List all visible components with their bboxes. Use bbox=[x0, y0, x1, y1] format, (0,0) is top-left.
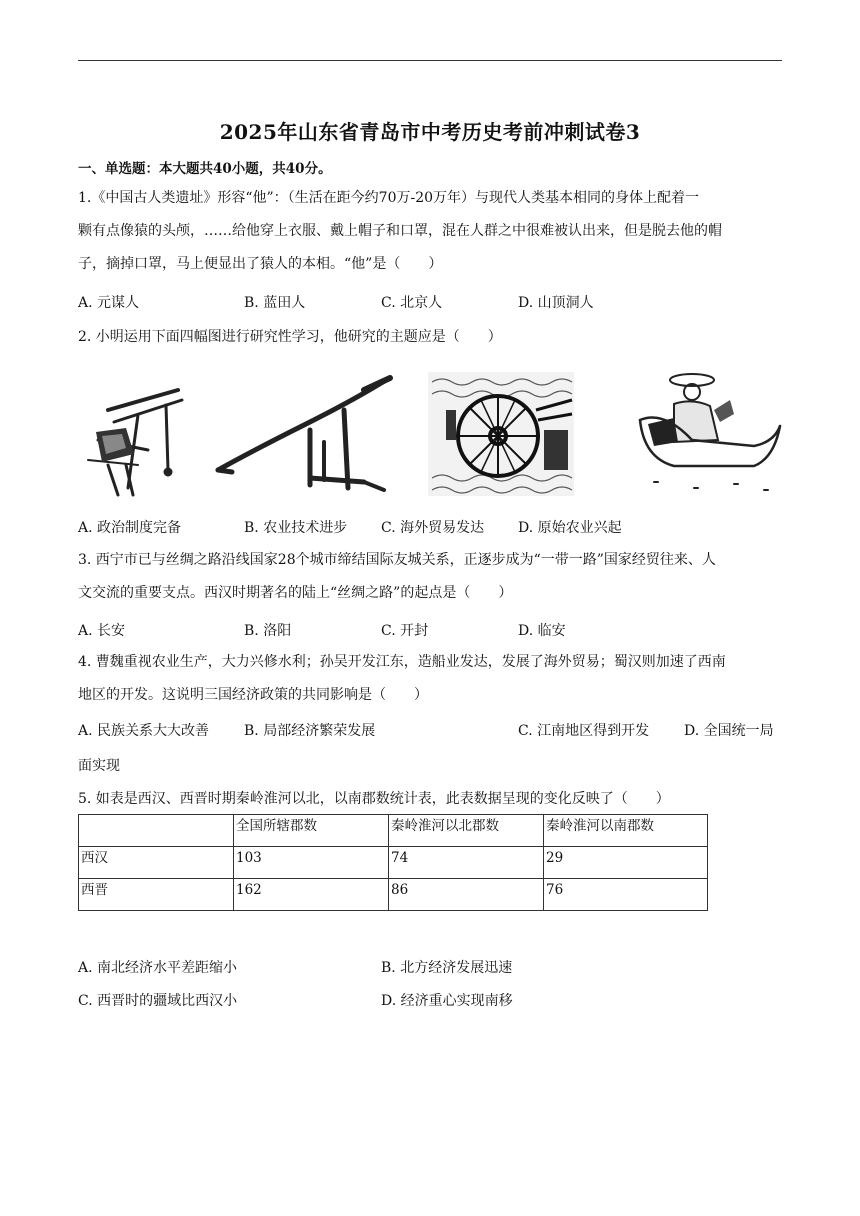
question-1-line-2: 颗有点像猿的头颅，……给他穿上衣服、戴上帽子和口罩，混在人群之中很难被认出来，但是脱去他的帽 bbox=[78, 223, 722, 239]
q3-option-a[interactable]: A. 长安 bbox=[78, 623, 126, 639]
table-header-cell bbox=[79, 815, 234, 847]
q5-option-b[interactable]: B. 北方经济发展迅速 bbox=[381, 960, 513, 976]
table-cell: 76 bbox=[544, 879, 708, 911]
question-1-line-1: 1.《中国古人类遗址》形容“他”：（生活在距今约70万-20万年）与现代人类基本相同的身体上配着一 bbox=[78, 190, 700, 206]
q3-option-d[interactable]: D. 临安 bbox=[518, 623, 566, 639]
header-rule bbox=[78, 60, 782, 61]
q2-option-d[interactable]: D. 原始农业兴起 bbox=[518, 520, 622, 536]
table-cell: 162 bbox=[234, 879, 389, 911]
table-row bbox=[79, 879, 708, 911]
table-row bbox=[79, 847, 708, 879]
q4-option-d[interactable]: D. 全国统一局 bbox=[684, 723, 774, 739]
q4-option-c[interactable]: C. 江南地区得到开发 bbox=[518, 723, 650, 739]
question-3-line-2: 文交流的重要支点。西汉时期著名的陆上“丝绸之路”的起点是（ ） bbox=[78, 585, 513, 601]
question-3 bbox=[78, 544, 782, 610]
seed-drill-illustration bbox=[78, 370, 188, 500]
table-header-cell: 秦岭淮河以北郡数 bbox=[389, 815, 544, 847]
table-cell: 103 bbox=[234, 847, 389, 879]
question-4-line-2: 地区的开发。这说明三国经济政策的共同影响是（ ） bbox=[78, 687, 428, 703]
q1-option-d[interactable]: D. 山顶洞人 bbox=[518, 295, 594, 311]
table-cell: 西晋 bbox=[79, 879, 234, 911]
q4-option-b[interactable]: B. 局部经济繁荣发展 bbox=[244, 723, 376, 739]
question-2-figures bbox=[78, 370, 782, 500]
q1-option-c[interactable]: C. 北京人 bbox=[381, 295, 443, 311]
q5-option-d[interactable]: D. 经济重心实现南移 bbox=[381, 993, 513, 1009]
table-cell: 29 bbox=[544, 847, 708, 879]
q2-option-b[interactable]: B. 农业技术进步 bbox=[244, 520, 348, 536]
farmer-figure-illustration bbox=[634, 370, 784, 500]
q4-option-a[interactable]: A. 民族关系大大改善 bbox=[78, 723, 210, 739]
table-header-cell: 秦岭淮河以南郡数 bbox=[544, 815, 708, 847]
q4-option-d-wrap: 面实现 bbox=[78, 758, 120, 774]
page-title: 2025年山东省青岛市中考历史考前冲刺试卷3 bbox=[219, 120, 641, 144]
q1-option-a[interactable]: A. 元谋人 bbox=[78, 295, 140, 311]
table-header-cell: 全国所辖郡数 bbox=[234, 815, 389, 847]
q2-option-a[interactable]: A. 政治制度完备 bbox=[78, 520, 182, 536]
q5-option-c[interactable]: C. 西晋时的疆域比西汉小 bbox=[78, 993, 238, 1009]
question-1-line-3: 子，摘掉口罩，马上便显出了猿人的本相。“他”是（ ） bbox=[78, 256, 443, 272]
question-4 bbox=[78, 646, 782, 712]
table-cell: 西汉 bbox=[79, 847, 234, 879]
curved-plough-illustration bbox=[214, 370, 394, 500]
question-5: 5. 如表是西汉、西晋时期秦岭淮河以北，以南郡数统计表，此表数据呈现的变化反映了（ ） bbox=[78, 791, 670, 807]
q3-option-c[interactable]: C. 开封 bbox=[381, 623, 429, 639]
q1-option-b[interactable]: B. 蓝田人 bbox=[244, 295, 306, 311]
q5-option-a[interactable]: A. 南北经济水平差距缩小 bbox=[78, 960, 238, 976]
water-wheel-illustration bbox=[426, 370, 576, 500]
table-cell: 74 bbox=[389, 847, 544, 879]
question-3-line-1: 3. 西宁市已与丝绸之路沿线国家28个城市缔结国际友城关系，正逐步成为“一带一路”国家经贸往来、人 bbox=[78, 552, 716, 568]
q2-option-c[interactable]: C. 海外贸易发达 bbox=[381, 520, 485, 536]
question-4-line-1: 4. 曹魏重视农业生产，大力兴修水利；孙吴开发江东，造船业发达，发展了海外贸易；蜀汉则加速了西南 bbox=[78, 654, 726, 670]
q3-option-b[interactable]: B. 洛阳 bbox=[244, 623, 292, 639]
section-heading: 一、单选题：本大题共40小题，共40分。 bbox=[78, 161, 332, 177]
table-cell: 86 bbox=[389, 879, 544, 911]
table-header-row bbox=[79, 815, 708, 847]
question-5-table bbox=[78, 814, 708, 911]
question-2: 2. 小明运用下面四幅图进行研究性学习，他研究的主题应是（ ） bbox=[78, 329, 502, 345]
question-1 bbox=[78, 182, 782, 281]
